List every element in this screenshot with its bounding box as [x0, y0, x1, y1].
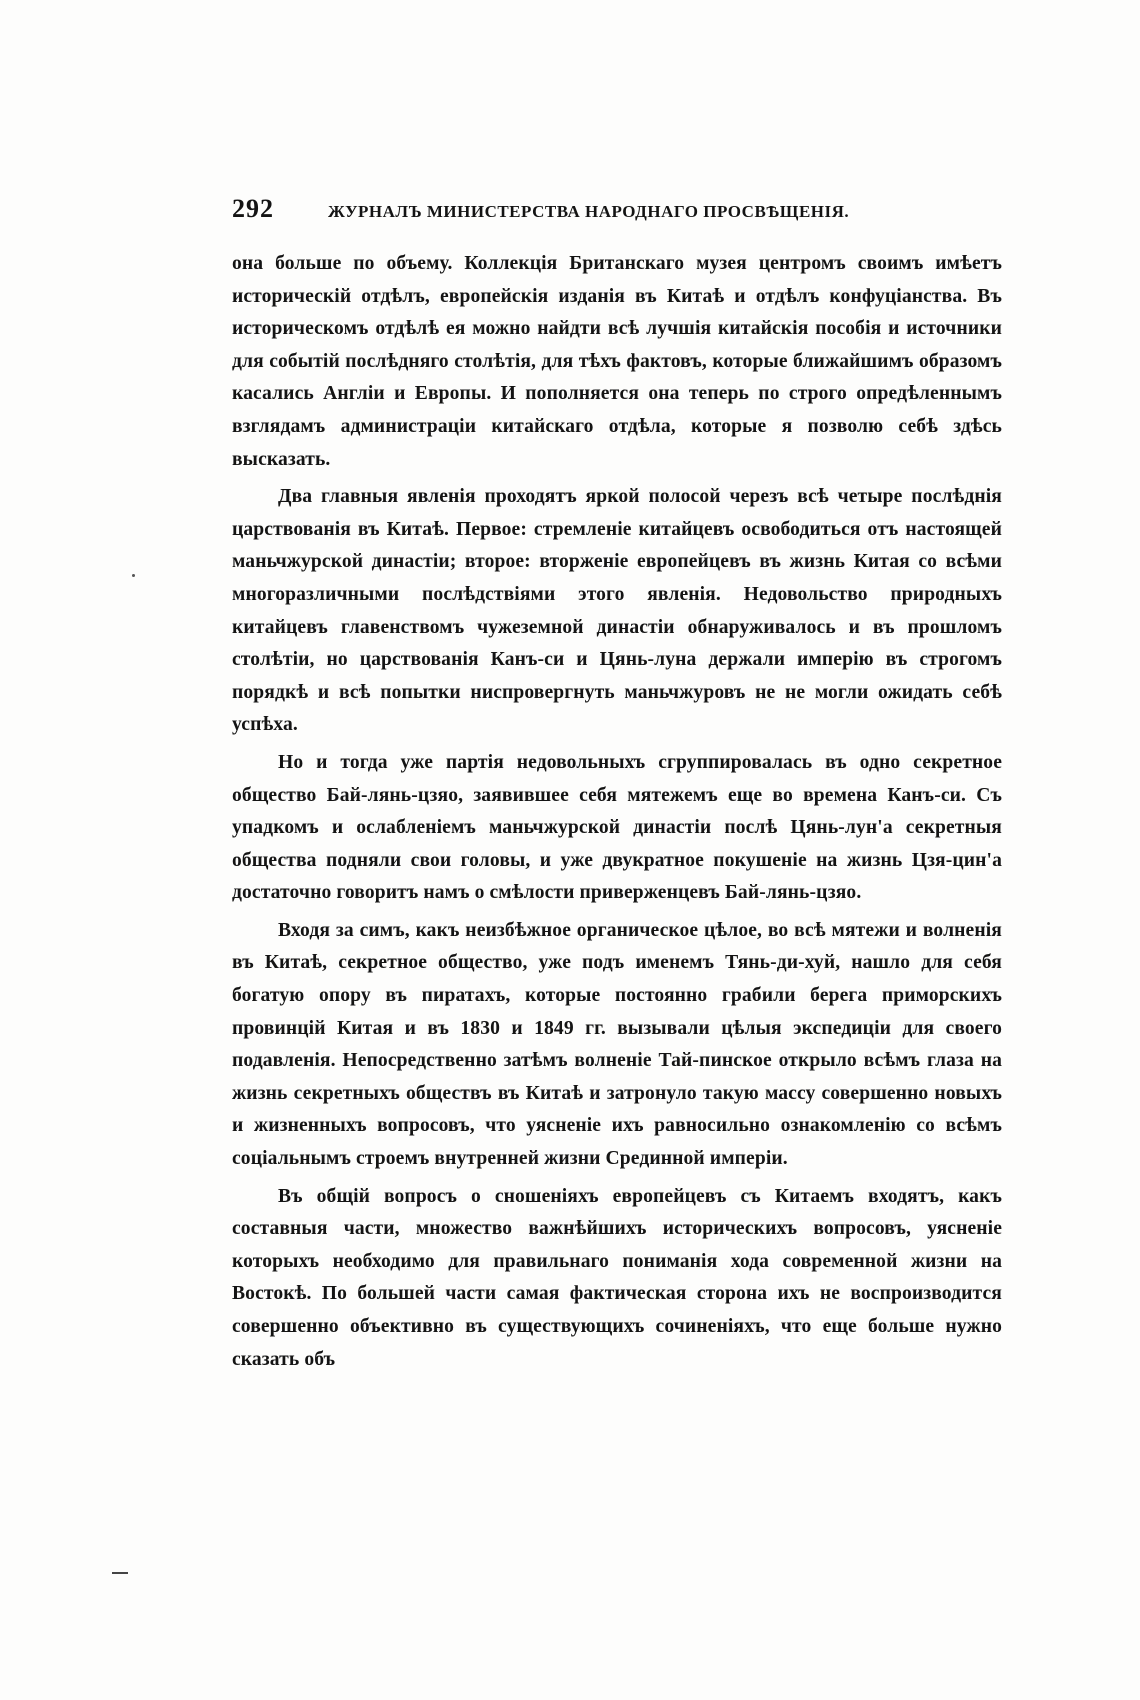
paragraph-2: Два главныя явленія проходятъ яркой полосой черезъ всѣ четыре послѣднія царствованія въ Китаѣ. Первое: стремленіе китайцевъ освободиться отъ настоящей маньчжурской династіи; второе: вторженіе европейцевъ въ жизнь Китая со всѣми многоразличными послѣдствіями этого явленія. Недовольство природныхъ китайцевъ главенствомъ чужеземной династіи обнаруживалось и въ прошломъ столѣтіи, но царствованія Канъ-си и Цянь-луна держали имперію въ строгомъ порядкѣ и всѣ попытки ниспровергнуть маньчжуровъ не не могли ожидать себѣ успѣха.	[232, 486, 1002, 736]
page-number: 292	[232, 194, 274, 223]
scan-speck-mark	[132, 574, 135, 577]
body-text	[232, 248, 1002, 1381]
paragraph-3: Но и тогда уже партія недовольныхъ сгруппировалась въ одно секретное общество Бай-лянь-цзяо, заявившее себя мятежемъ еще во времена Канъ-си. Съ упадкомъ и ослабленіемъ маньчжурской династіи послѣ Цянь-лун'а секретныя общества подняли свои головы, и уже двукратное покушеніе на жизнь Цзя-цин'а достаточно говоритъ намъ о смѣлости приверженцевъ Бай-лянь-цзяо.	[232, 751, 1002, 904]
scan-margin-dash	[112, 1572, 128, 1574]
paragraph-4: Входя за симъ, какъ неизбѣжное органическое цѣлое, во всѣ мятежи и волненія въ Китаѣ, секретное общество, уже подъ именемъ Тянь-ди-хуй, нашло для себя богатую опору въ пиратахъ, которые постоянно грабили берега приморскихъ провинцій Китая и въ 1830 и 1849 гг. вызывали цѣлыя экспедиціи для своего подавленія. Непосредственно затѣмъ волненіе Тай-пинское открыло всѣмъ глаза на жизнь секретныхъ обществъ въ Китаѣ и затронуло такую массу совершенно новыхъ и жизненныхъ вопросовъ, что уясненіе ихъ равносильно ознакомленію со всѣмъ соціальнымъ строемъ внутренней жизни Срединной имперіи.	[232, 919, 1002, 1170]
running-head: ЖУРНАЛЪ МИНИСТЕРСТВА НАРОДНАГО ПРОСВѢЩЕНІЯ.	[328, 202, 850, 221]
paragraph-5: Въ общій вопросъ о сношеніяхъ европейцевъ съ Китаемъ входятъ, какъ составныя части, множество важнѣйшихъ историческихъ вопросовъ, уясненіе которыхъ необходимо для правильнаго пониманія хода современной жизни на Востокѣ. По большей части самая фактическая сторона ихъ не воспроизводится совершенно объективно въ существующихъ сочиненіяхъ, что еще больше нужно сказать объ	[232, 1185, 1002, 1370]
page-header	[232, 194, 1002, 234]
paragraph-1: она больше по объему. Коллекція Британскаго музея центромъ своимъ имѣетъ историческій отдѣлъ, европейскія изданія въ Китаѣ и отдѣлъ конфуціанства. Въ историческомъ отдѣлѣ ея можно найдти всѣ лучшія китайскія пособія и источники для событій послѣдняго столѣтія, для тѣхъ фактовъ, которые ближайшимъ образомъ касались Англіи и Европы. И пополняется она теперь по строго опредѣленнымъ взглядамъ администраціи китайскаго отдѣла, которые я позволю себѣ здѣсь высказать.	[232, 253, 1002, 470]
